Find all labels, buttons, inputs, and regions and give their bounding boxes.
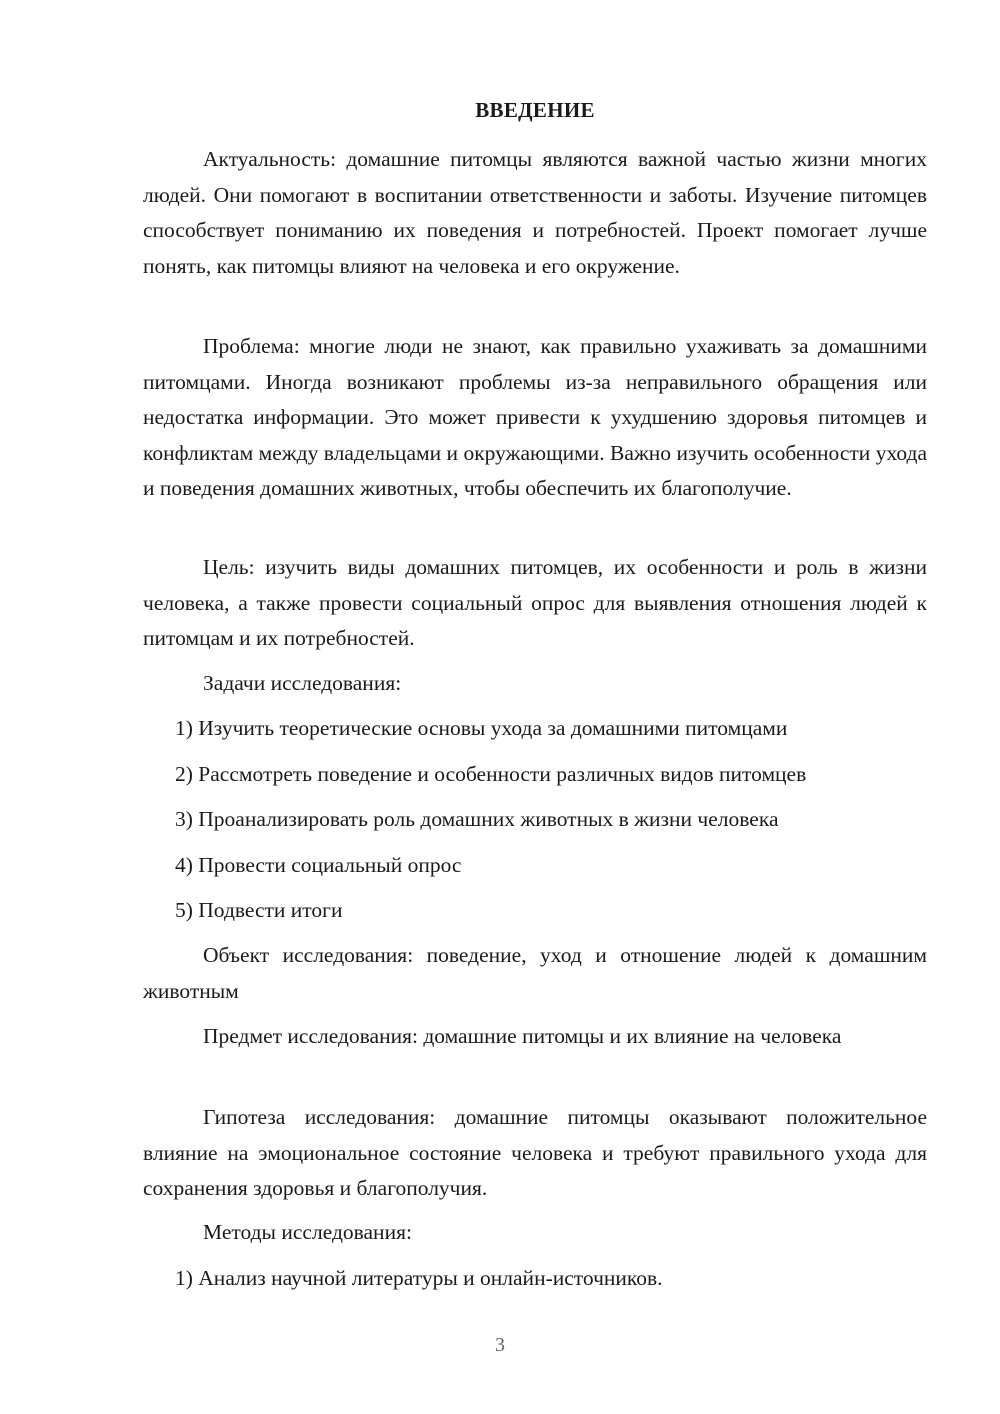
- tasks-heading: Задачи исследования:: [203, 671, 402, 695]
- task-item: 3) Проанализировать роль домашних животных в жизни человека: [175, 807, 779, 831]
- section-title: ВВЕДЕНИЕ: [475, 98, 595, 122]
- object-paragraph: Объект исследования: поведение, уход и отношение людей к домашним животным: [143, 943, 927, 1003]
- task-item: 4) Провести социальный опрос: [175, 853, 462, 877]
- methods-heading: Методы исследования:: [203, 1220, 412, 1244]
- subject-paragraph: Предмет исследования: домашние питомцы и их влияние на человека: [203, 1024, 842, 1048]
- hypothesis-paragraph: Гипотеза исследования: домашние питомцы оказывают положительное влияние на эмоциональное состояние человека и требуют правильного ухода для сохранения здоровья и благополучия.: [143, 1105, 927, 1201]
- method-item: 1) Анализ научной литературы и онлайн-источников.: [175, 1266, 663, 1290]
- task-item: 5) Подвести итоги: [175, 898, 343, 922]
- task-item: 1) Изучить теоретические основы ухода за домашними питомцами: [175, 716, 788, 740]
- goal-paragraph: Цель: изучить виды домашних питомцев, их особенности и роль в жизни человека, а также провести социальный опрос для выявления отношения людей к питомцам и их потребностей.: [143, 555, 927, 651]
- task-item: 2) Рассмотреть поведение и особенности различных видов питомцев: [175, 762, 807, 786]
- page-number: 3: [495, 1334, 505, 1356]
- relevance-paragraph: Актуальность: домашние питомцы являются важной частью жизни многих людей. Они помогают в воспитании ответственности и заботы. Изучение питомцев способствует пониманию их поведения и потребностей. Проект помогает лучше понять, как питомцы влияют на человека и его окружение.: [143, 147, 927, 278]
- problem-paragraph: Проблема: многие люди не знают, как правильно ухаживать за домашними питомцами. Иногда возникают проблемы из-за неправильного обращения или недостатка информации. Это может привести к ухудшению здоровья питомцев и конфликтам между владельцами и окружающими. Важно изучить особенности ухода и поведения домашних животных, чтобы обеспечить их благополучие.: [143, 334, 927, 501]
